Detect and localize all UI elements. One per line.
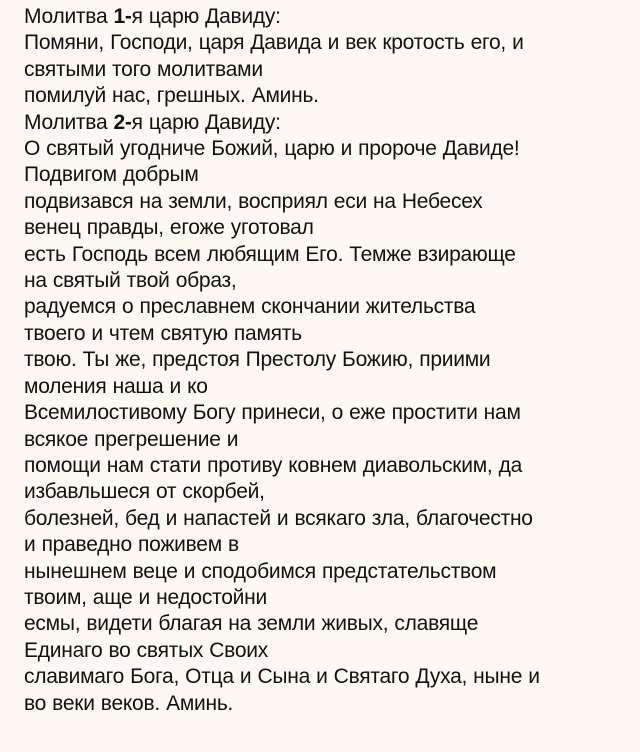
prayer-1-heading-suffix: я царю Давиду: — [131, 5, 281, 28]
prayer-2-line: венец правды, егоже уготовал — [24, 216, 314, 240]
prayer-2-line: твоим, аще и недостойни — [24, 585, 267, 609]
prayer-2-line: нынешнем веце и сподобимся предстательством — [24, 559, 497, 583]
prayer-2-line: радуемся о преславнем скончании жительства — [24, 295, 476, 319]
prayer-2-line: славимаго Бога, Отца и Сына и Святаго Духа, ныне и — [24, 665, 540, 689]
prayer-2-line: на святый твой образ, — [24, 269, 237, 293]
prayer-2-line: болезней, бед и напастей и всякаго зла, благочестно — [24, 506, 533, 530]
prayer-1-line: Помяни, Господи, царя Давида и век кротость его, и — [24, 31, 524, 55]
prayer-2-line: моления наша и ко — [24, 374, 208, 398]
prayer-2-line: Всемилостивому Богу принеси, о еже простити нам — [24, 401, 521, 425]
prayer-1-heading — [24, 4, 630, 30]
prayer-1-heading-prefix: Молитва — [24, 5, 114, 28]
prayer-1-line: святыми того молитвами — [24, 57, 263, 81]
prayer-2-line: избавльшеся от скорбей, — [24, 480, 265, 504]
prayer-2-line: во веки веков. Аминь. — [24, 691, 234, 715]
prayer-2-line: Единаго во святых Своих — [24, 638, 268, 662]
prayer-1-heading-number: 1- — [113, 5, 132, 28]
prayer-2-line: подвизався на земли, восприял еси на Небесех — [24, 189, 483, 213]
prayer-2-line: Подвигом добрым — [24, 163, 199, 187]
prayer-2-heading-prefix: Молитва — [24, 110, 114, 134]
prayer-2-line: есть Господь всем любящим Его. Темже взирающе — [24, 242, 516, 266]
prayer-2-line: есмы, видети благая на земли живых, славяще — [24, 612, 479, 636]
prayer-2-heading-suffix: я царю Давиду: — [131, 110, 281, 134]
prayer-2-line: твоего и чтем святую память — [24, 321, 302, 345]
prayer-2-line: помощи нам стати противу ковнем диавольским, да — [24, 453, 522, 477]
prayer-2-heading-number: 2- — [113, 110, 132, 134]
prayer-2-line: твою. Ты же, предстоя Престолу Божию, приими — [24, 348, 491, 372]
prayer-1-line: помилуй нас, грешных. Аминь. — [24, 84, 319, 108]
prayer-2-line: всякое прегрешение и — [24, 427, 239, 451]
prayer-2-line: О святый угодниче Божий, царю и пророче Давиде! — [24, 137, 520, 161]
prayer-text — [24, 4, 630, 717]
prayer-2-heading — [24, 110, 630, 136]
prayer-2-line: и праведно поживем в — [24, 533, 239, 557]
